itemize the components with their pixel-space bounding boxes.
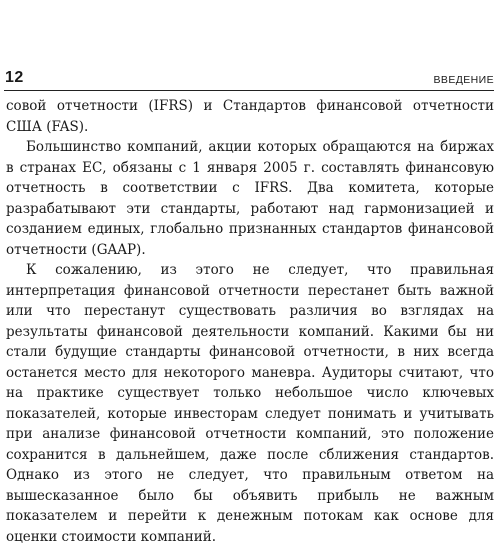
page-number: 12: [5, 69, 24, 86]
page-header: [4, 60, 494, 91]
paragraph: К сожалению, из этого не следует, что правильная интерпретация финансовой отчетности перестанет быть важной или что перестанут существовать различия во взглядах на результаты финансовой деятельности компаний. Какими бы ни стали будущие стандарты финансовой отчетности, в них всегда останется место для некоторого маневра. Аудиторы считают, что на практике существует только небольшое число ключевых показателей, которые инвесторам следует понимать и учитывать при анализе финансовой отчетности компаний, это положение сохранится в дальнейшем, даже после сближения стандартов. Однако из этого не следует, что правильным ответом на вышесказанное было бы объявить прибыль не важным показателем и перейти к денежным потокам как основе для оценки стоимости компаний.: [6, 262, 494, 545]
running-head: ВВЕДЕНИЕ: [433, 74, 494, 86]
paragraph: Большинство компаний, акции которых обращаются на биржах в странах ЕС, обязаны с 1 января 2005 г. составлять финансовую отчетность в соответствии с IFRS. Два комитета, которые разрабатывают эти стандарты, работают над гармонизацией и созданием единых, глобально признанных стандартов финансовой отчетности (GAAP).: [6, 139, 494, 258]
paragraph-continued: совой отчетности (IFRS) и Стандартов финансовой отчетности США (FAS).: [6, 98, 494, 135]
body-text: [6, 96, 494, 547]
